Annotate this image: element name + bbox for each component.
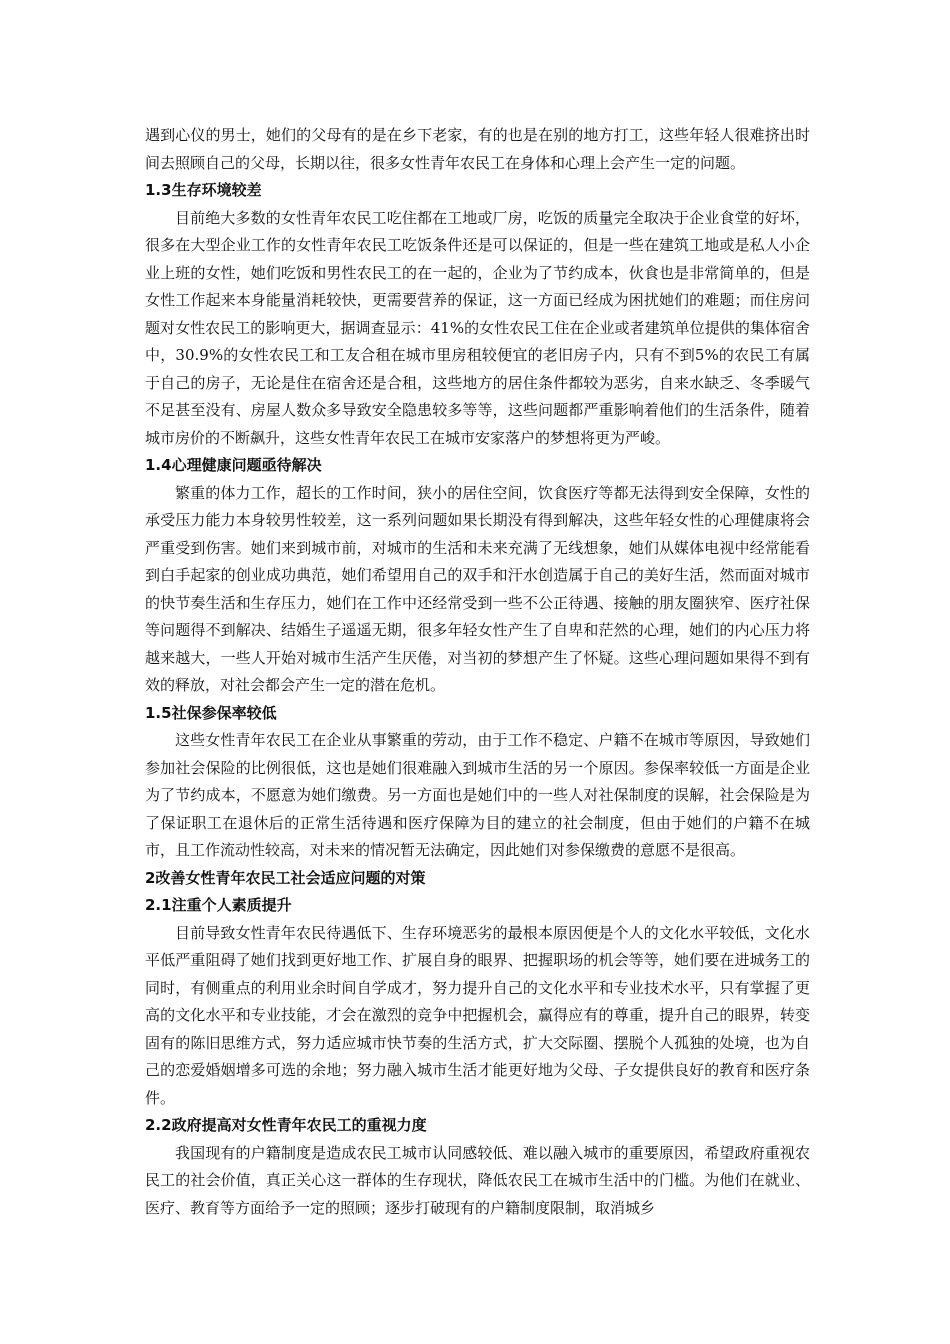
paragraph-continued: 遇到心仪的男士，她们的父母有的是在乡下老家，有的也是在别的地方打工，这些年轻人很难挤出时间去照顾自己的父母，长期以往，很多女性青年农民工在身体和心理上会产生一定的问题。 bbox=[145, 126, 810, 172]
section-heading-2-2: 2.2政府提高对女性青年农民工的重视力度 bbox=[145, 1116, 427, 1134]
section-heading-1-5: 1.5社保参保率较低 bbox=[145, 703, 277, 722]
section-heading-2-1: 2.1注重个人素质提升 bbox=[145, 896, 292, 914]
paragraph-government: 我国现有的户籍制度是造成农民工城市认同感较低、难以融入城市的重要原因，希望政府重视农民工的社会价值，真正关心这一群体的生存现状，降低农民工在城市生活中的门槛。为他们在就业、医疗、教育等方面给予一定的照顾；逐步打破现有的户籍制度限制，取消城乡 bbox=[145, 1143, 810, 1217]
paragraph-mental-health: 繁重的体力工作，超长的工作时间，狭小的居住空间，饮食医疗等都无法得到安全保障，女性的承受压力能力本身较男性较差，这一系列问题如果长期没有得到解决，这些年轻女性的心理健康将会严重受到伤害。她们来到城市前，对城市的生活和未来充满了无线想象，她们从媒体电视中经常能看到白手起家的创业成功典范，她们希望用自己的双手和汗水创造属于自己的美好生活，然而面对城市的快节奏生活和生存压力，她们在工作中还经常受到一些不公正待遇、接触的朋友圈狭窄、医疗社保等问题得不到解决、结婚生子遥遥无期，很多年轻女性产生了自卑和茫然的心理，她们的内心压力将越来越大，一些人开始对城市生活产生厌倦，对当初的梦想产生了怀疑。这些心理问题如果得不到有效的释放，对社会都会产生一定的潜在危机。 bbox=[145, 483, 810, 694]
paragraph-social-insurance: 这些女性青年农民工在企业从事繁重的劳动，由于工作不稳定、户籍不在城市等原因，导致她们参加社会保险的比例很低，这也是她们很难融入到城市生活的另一个原因。参保率较低一方面是企业为了节约成本，不愿意为她们缴费。另一方面也是她们中的一些人对社保制度的误解，社会保险是为了保证职工在退休后的正常生活待遇和医疗保障为目的建立的社会制度，但由于她们的户籍不在城市，且工作流动性较高，对未来的情况暂无法确定，因此她们对参保缴费的意愿不是很高。 bbox=[145, 731, 810, 859]
document-page bbox=[145, 122, 810, 1222]
paragraph-personal-quality: 目前导致女性青年农民待遇低下、生存环境恶劣的最根本原因便是个人的文化水平较低，文化水平低严重阻碍了她们找到更好地工作、扩展自身的眼界、把握职场的机会等等，她们要在进城务工的同时，有侧重点的利用业余时间自学成才，努力提升自己的文化水平和专业技术水平，只有掌握了更高的文化水平和专业技能，才会在激烈的竞争中把握机会，赢得应有的尊重，提升自己的眼界，转变固有的陈旧思维方式，努力适应城市快节奏的生活方式，扩大交际圈、摆脱个人孤独的处境，也为自己的恋爱婚姻增多可选的余地；努力融入城市生活才能更好地为父母、子女提供良好的教育和医疗条件。 bbox=[145, 923, 810, 1107]
section-heading-1-4: 1.4心理健康问题亟待解决 bbox=[145, 456, 322, 474]
paragraph-living-environment: 目前绝大多数的女性青年农民工吃住都在工地或厂房，吃饭的质量完全取决于企业食堂的好坏，很多在大型企业工作的女性青年农民工吃饭条件还是可以保证的，但是一些在建筑工地或是私人小企业上班的女性，她们吃饭和男性农民工的在一起的，企业为了节约成本，伙食也是非常简单的，但是女性工作起来本身能量消耗较快，更需要营养的保证，这一方面已经成为困扰她们的难题；而住房问题对女性农民工的影响更大，据调查显示：41%的女性农民工住在企业或者建筑单位提供的集体宿舍中，30.9%的女性农民工和工友合租在城市里房租较便宜的老旧房子内，只有不到5%的农民工有属于自己的房子，无论是住在宿舍还是合租，这些地方的居住条件都较为恶劣，自来水缺乏、冬季暖气不足甚至没有、房屋人数众多导致安全隐患较多等等，这些问题都严重影响着他们的生活条件，随着城市房价的不断飙升，这些女性青年农民工在城市安家落户的梦想将更为严峻。 bbox=[145, 208, 810, 447]
section-heading-1-3: 1.3生存环境较差 bbox=[145, 181, 262, 199]
section-heading-2: 2改善女性青年农民工社会适应问题的对策 bbox=[145, 868, 426, 887]
